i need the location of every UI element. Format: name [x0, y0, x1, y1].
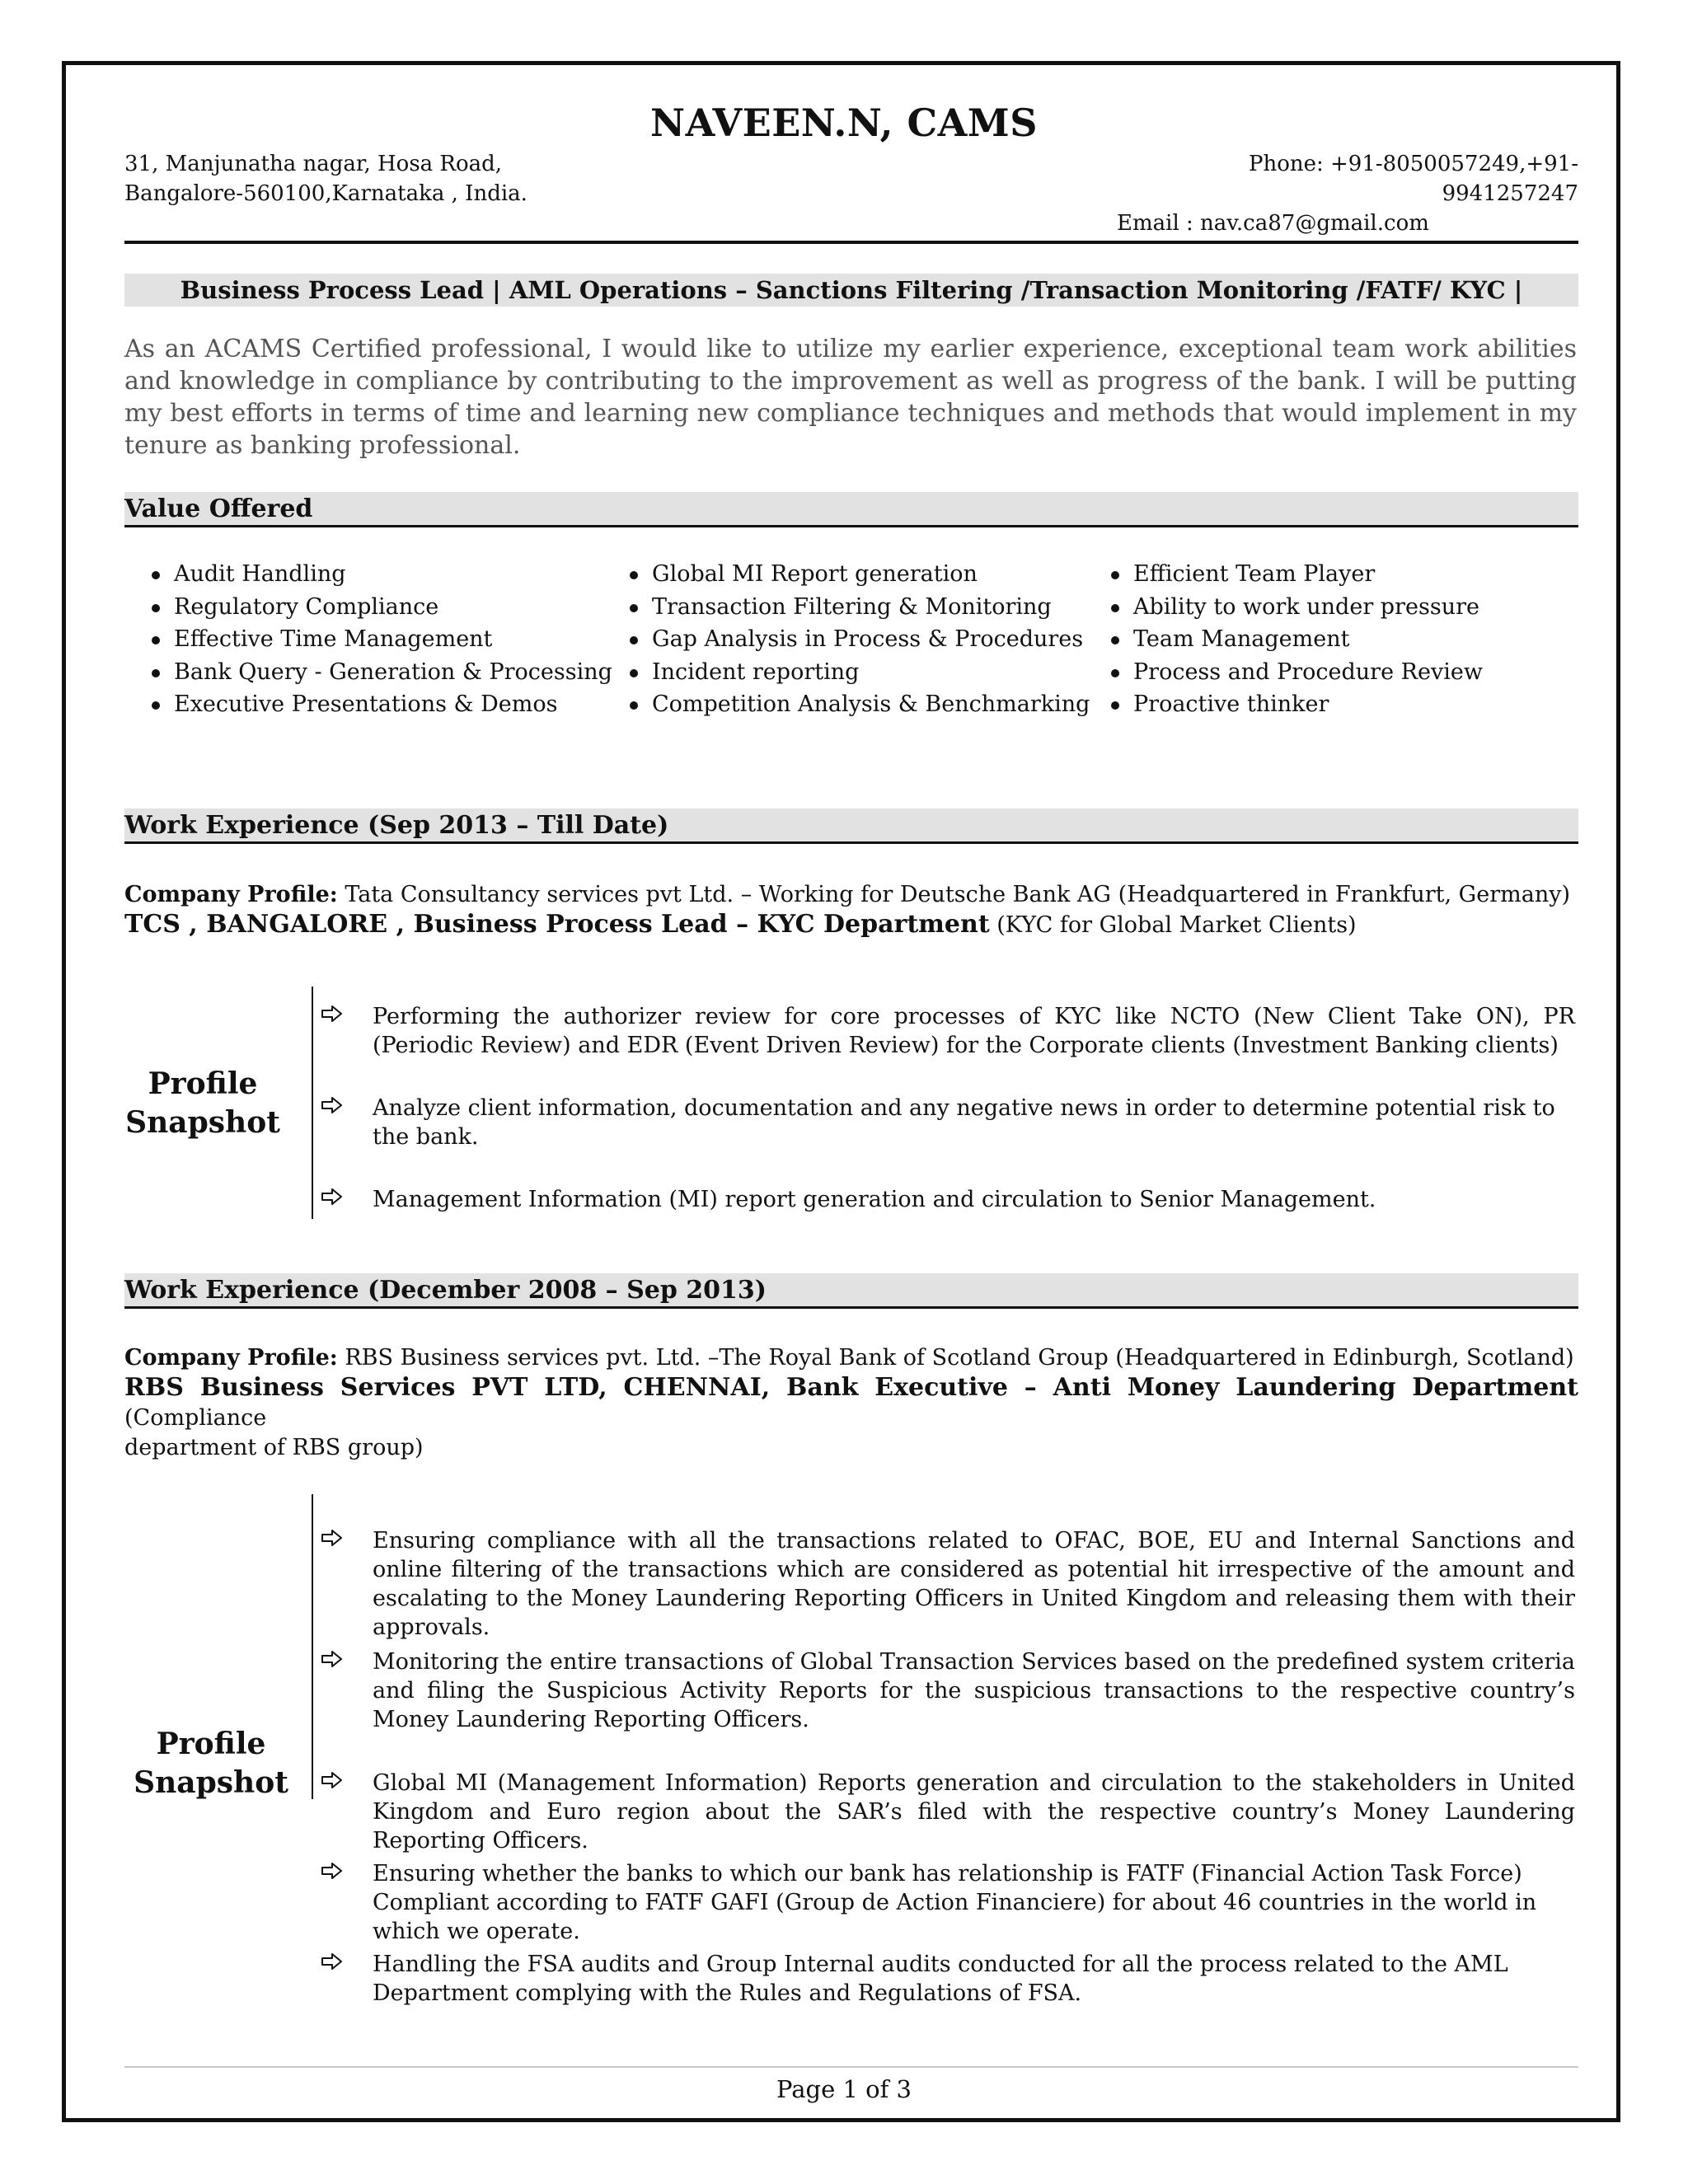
experience-1-bullet-1 — [321, 1002, 1575, 1062]
company-profile-1 — [124, 880, 1578, 910]
bullet-text: Management Information (MI) report generation and circulation to Senior Management. — [373, 1187, 1376, 1212]
professional-headline: Business Process Lead | AML Operations – Sanctions Filtering /Transaction Monitoring /FATF/ KYC | — [124, 274, 1578, 307]
bullet-text: Performing the authorizer review for core processes of KYC like NCTO (New Client Take ON), PR (Periodic Review) and EDR (Event Driven Review) for the Corporate clients (Investment Banking clients) — [373, 1004, 1575, 1058]
list-item: Bank Query - Generation & Processing — [124, 656, 612, 689]
value-offered-column-2 — [603, 558, 1090, 721]
experience-2-bullet-1 — [321, 1526, 1575, 1640]
role-line-2-first — [124, 1373, 1578, 1433]
bullet-text: Ensuring compliance with all the transactions related to OFAC, BOE, EU and Internal Sanctions and online filtering of the transactions which are considered as potential hit irrespective of the amount and escalating to the Money Laundering Reporting Officers in United Kingdom and releasing them with their approvals. — [373, 1528, 1575, 1640]
role-line-1 — [124, 910, 1578, 940]
arrow-right-icon — [321, 1188, 343, 1205]
list-item: Effective Time Management — [124, 623, 612, 656]
snapshot-line: Profile — [148, 1066, 258, 1101]
arrow-right-icon — [321, 1651, 343, 1667]
experience-2-bullet-5 — [321, 1950, 1575, 2009]
contact-block — [1113, 149, 1578, 238]
company-profile-text: Tata Consultancy services pvt Ltd. – Working for Deutsche Bank AG (Headquartered in Frankfurt, Germany) — [337, 882, 1570, 907]
snapshot-divider-2 — [312, 1494, 313, 1799]
arrow-right-icon — [321, 1005, 343, 1022]
list-item: Ability to work under pressure — [1084, 591, 1483, 624]
company-profile-2 — [124, 1343, 1578, 1373]
profile-snapshot-label-2 — [116, 1725, 306, 1802]
experience-2-bullet-4 — [321, 1859, 1575, 1944]
resume-name: NAVEEN.N, CAMS — [650, 101, 1038, 145]
role-title: TCS , BANGALORE , Business Process Lead – KYC Department — [124, 910, 990, 939]
list-item: Gap Analysis in Process & Procedures — [603, 623, 1090, 656]
arrow-right-icon — [321, 1097, 343, 1113]
role-detail-continued: department of RBS group) — [124, 1435, 424, 1460]
address-line-2: Bangalore-560100,Karnataka , India. — [124, 181, 528, 206]
value-offered-column-1 — [124, 558, 612, 721]
section-title-experience-1: Work Experience (Sep 2013 – Till Date) — [124, 808, 1578, 844]
arrow-right-icon — [321, 1772, 343, 1788]
experience-2-bullet-3 — [321, 1769, 1575, 1854]
experience-2-bullet-2 — [321, 1647, 1575, 1736]
list-item: Process and Procedure Review — [1084, 656, 1483, 689]
company-profile-label: Company Profile: — [124, 882, 338, 907]
role-line-2 — [124, 1373, 1578, 1463]
list-item: Team Management — [1084, 623, 1483, 656]
experience-1-bullet-2 — [321, 1094, 1575, 1153]
role-detail: (KYC for Global Market Clients) — [989, 912, 1357, 938]
snapshot-divider-1 — [312, 987, 313, 1219]
role-detail: (Compliance — [124, 1405, 267, 1431]
arrow-right-icon — [321, 1863, 343, 1879]
address-block — [124, 149, 528, 209]
header-divider — [124, 241, 1578, 244]
bullet-text: Ensuring whether the banks to which our bank has relationship is FATF (Financial Action Task Force) Compliant according to FATF GAFI (Group de Action Financiere) for about 46 countries in the world in which we operate. — [373, 1861, 1537, 1944]
arrow-right-icon — [321, 1953, 343, 1970]
value-offered-column-3 — [1084, 558, 1483, 721]
list-item: Efficient Team Player — [1084, 558, 1483, 591]
bullet-text: Monitoring the entire transactions of Global Transaction Services based on the predefined system criteria and filing the Suspicious Activity Reports for the suspicious transactions to the respective country’s Money Laundering Reporting Officers. — [373, 1649, 1575, 1732]
footer-divider — [124, 2066, 1578, 2068]
snapshot-line: Snapshot — [134, 1765, 288, 1800]
bullet-text: Handling the FSA audits and Group Internal audits conducted for all the process related to the AML Department complying with the Rules and Regulations of FSA. — [373, 1952, 1508, 2006]
list-item: Audit Handling — [124, 558, 612, 591]
phone-text: Phone: +91-8050057249,+91-9941257247 — [1248, 152, 1578, 206]
list-item: Regulatory Compliance — [124, 591, 612, 624]
list-item: Competition Analysis & Benchmarking — [603, 688, 1090, 721]
section-title-value-offered: Value Offered — [124, 492, 1578, 527]
snapshot-line: Snapshot — [125, 1105, 280, 1140]
list-item: Executive Presentations & Demos — [124, 688, 612, 721]
email-text: Email : nav.ca87@gmail.com — [1117, 211, 1429, 236]
role-title: RBS Business Services PVT LTD, CHENNAI, Bank Executive – Anti Money Laundering Department — [124, 1373, 1578, 1402]
list-item: Incident reporting — [603, 656, 1090, 689]
objective-paragraph: As an ACAMS Certified professional, I would like to utilize my earlier experience, exceptional team work abilities and knowledge in compliance by contributing to the improvement as well as progress of the bank. I will be putting my best efforts in terms of time and learning new compliance techniques and methods that would implement in my tenure as banking professional. — [124, 335, 1577, 460]
bullet-text: Analyze client information, documentation and any negative news in order to determine potential risk to the bank. — [373, 1095, 1555, 1150]
list-item: Proactive thinker — [1084, 688, 1483, 721]
snapshot-line: Profile — [156, 1727, 266, 1761]
page-number: Page 1 of 3 — [776, 2075, 912, 2103]
list-item: Transaction Filtering & Monitoring — [603, 591, 1090, 624]
company-profile-text: RBS Business services pvt. Ltd. –The Royal Bank of Scotland Group (Headquartered in Edinburgh, Scotland) — [337, 1345, 1574, 1371]
bullet-text: Global MI (Management Information) Reports generation and circulation to the stakeholders in United Kingdom and Euro region about the SAR’s filed with the respective country’s Money Laundering Reporting Officers. — [373, 1770, 1575, 1854]
address-line-1: 31, Manjunatha nagar, Hosa Road, — [124, 152, 503, 176]
profile-snapshot-label-1 — [108, 1065, 298, 1142]
company-profile-label: Company Profile: — [124, 1345, 338, 1371]
experience-1-bullet-3 — [321, 1185, 1575, 1215]
list-item: Global MI Report generation — [603, 558, 1090, 591]
arrow-right-icon — [321, 1530, 343, 1546]
section-title-experience-2: Work Experience (December 2008 – Sep 2013) — [124, 1273, 1578, 1309]
